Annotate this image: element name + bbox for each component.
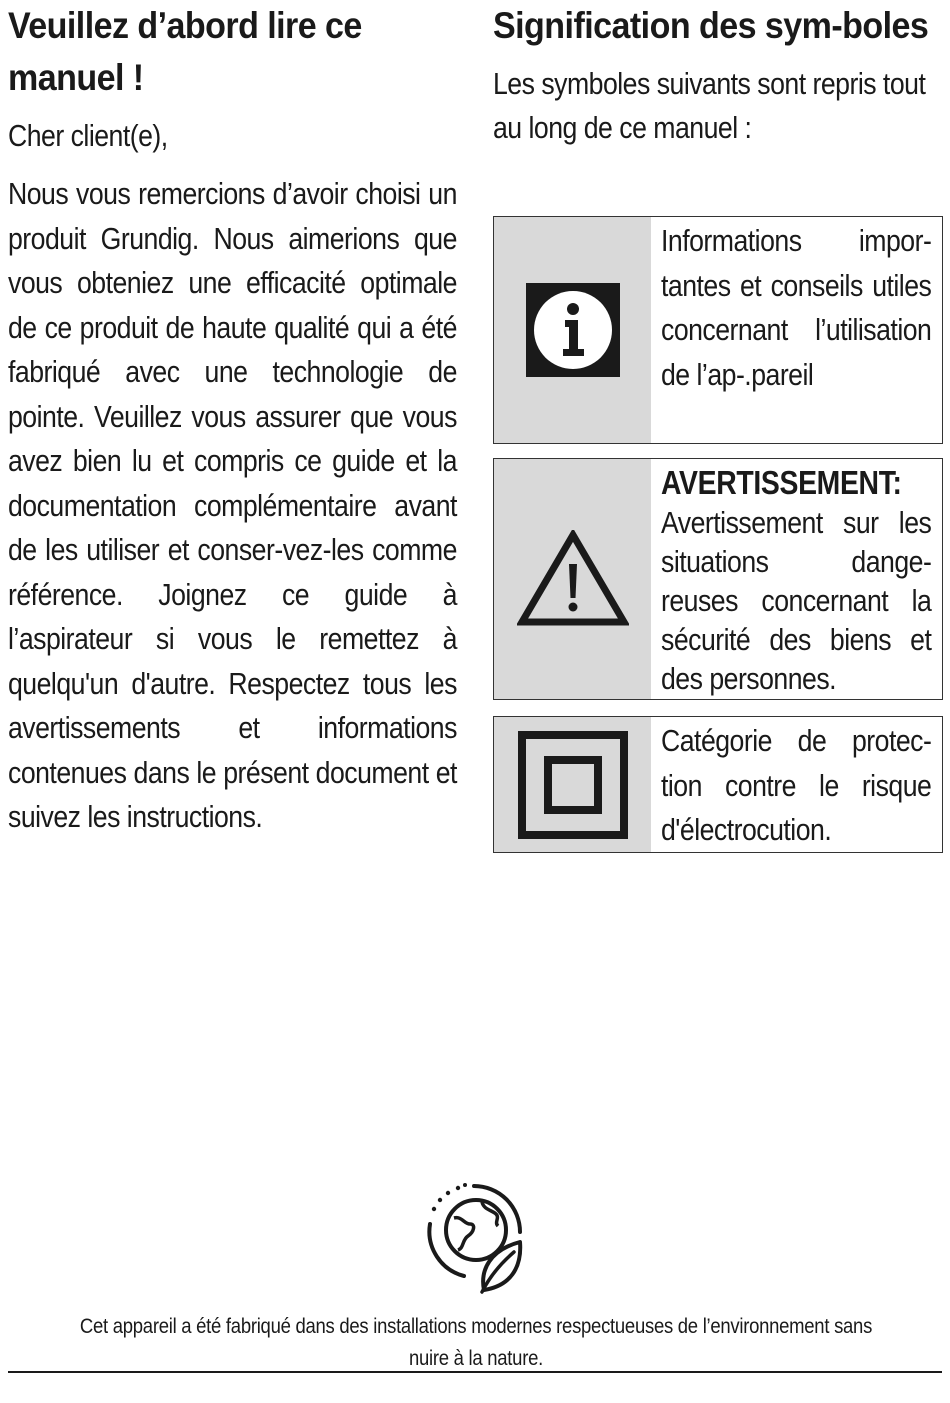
symbol-info-text: Informations impor-tantes et conseils utiles concernant l’utilisation de l’ap-.pareil [661, 223, 932, 392]
symbol-text-cell [651, 717, 942, 852]
intro-heading: Veuillez d’abord lire ce manuel ! [8, 5, 362, 98]
warning-title: AVERTISSEMENT: [661, 464, 902, 501]
symbol-text-cell [651, 217, 942, 443]
eco-footer [10, 1180, 942, 1375]
greeting: Cher client(e), [8, 118, 168, 153]
intro-paragraph: Nous vous remercions d’avoir choisi un produit Grundig. Nous aimerions que vous obteniez une efficacité optimale de ce produit de haute qualité qui a été fabriqué avec une technologie de pointe. Veuillez vous assurer que vous avez bien lu et compris ce guide et la documentation complémentaire avant de les utiliser et conser-vez-les comme référence. Joignez ce guide à l’aspirateur si vous le remettez à quelqu'un d'autre. Respectez tous les avertissements et informations contenues dans le présent document et suivez les instructions. [8, 176, 457, 834]
info-icon [526, 283, 620, 377]
symbol-icon-cell [494, 459, 651, 699]
symbols-intro: Les symboles suivants sont repris tout au long de ce manuel : [493, 66, 926, 145]
symbols-heading: Signification des sym-boles [493, 5, 929, 46]
symbol-row-class2 [493, 716, 943, 853]
symbol-row-info [493, 216, 943, 444]
symbol-text-cell [651, 459, 942, 699]
symbol-row-warning [493, 458, 943, 700]
symbol-class2-text: Catégorie de protec-tion contre le risque d'électrocution. [661, 723, 932, 847]
warning-triangle-icon [517, 530, 629, 628]
symbol-icon-cell [494, 217, 651, 443]
eco-statement: Cet appareil a été fabriqué dans des installations modernes respectueuses de l’environnement sans nuire à la nature. [79, 1315, 873, 1370]
left-column [8, 0, 458, 840]
symbol-warning-text: Avertissement sur les situations dange-reuses concernant la sécurité des biens et des personnes. [661, 505, 932, 696]
double-insulation-icon [518, 731, 628, 839]
symbol-icon-cell [494, 717, 651, 852]
eco-globe-leaf-icon [424, 1180, 528, 1296]
right-column [493, 0, 945, 847]
bottom-divider [8, 1371, 942, 1373]
